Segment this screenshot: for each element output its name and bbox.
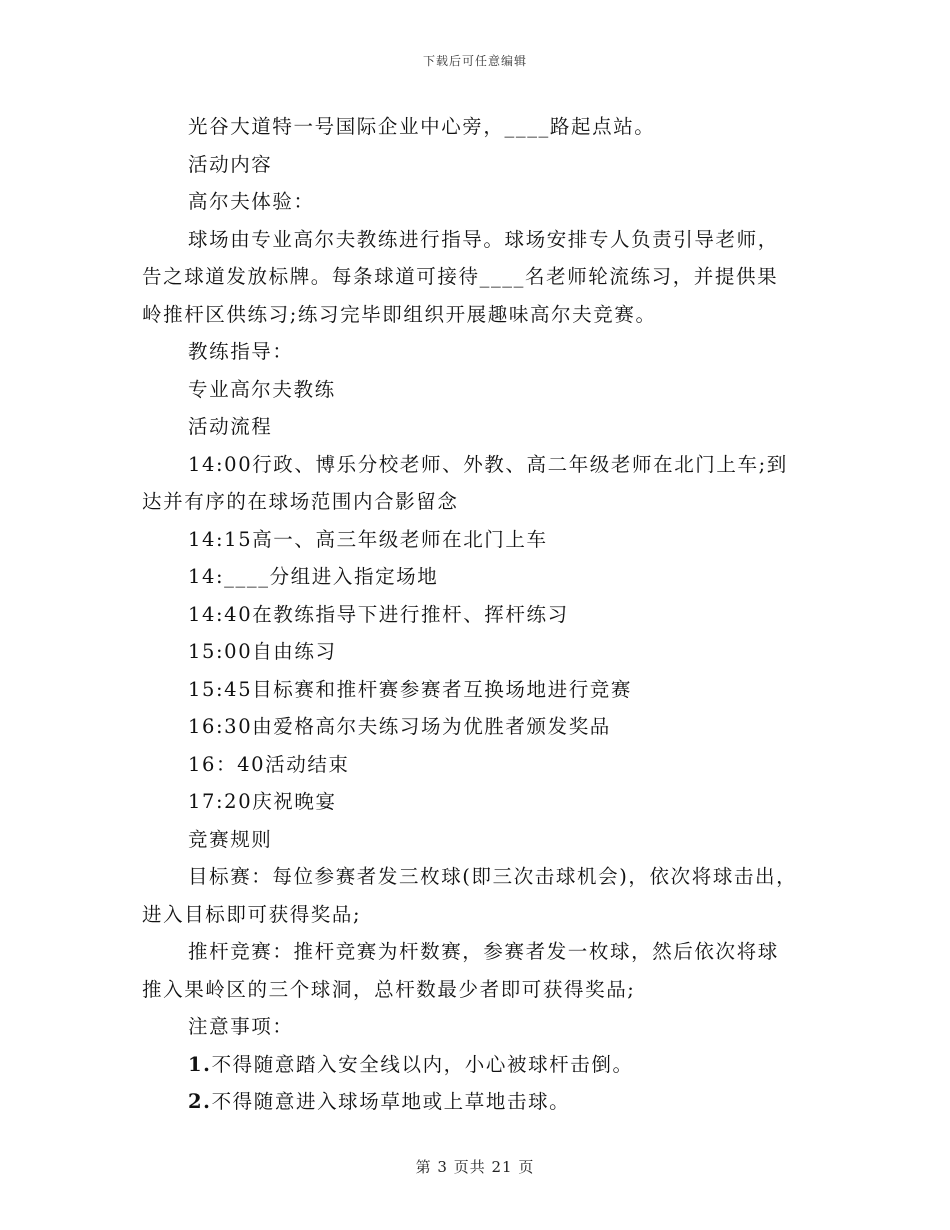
- paragraph-line: 达并有序的在球场范围内合影留念: [142, 490, 459, 513]
- list-item: [142, 1046, 810, 1084]
- paragraph-line: 15:00自由练习: [188, 640, 337, 663]
- list-item-number: 1.: [188, 1052, 212, 1076]
- document-body: [142, 108, 810, 1121]
- paragraph-line: 岭推杆区供练习;练习完毕即组织开展趣味高尔夫竞赛。: [142, 302, 657, 326]
- paragraph-line: 活动流程: [188, 415, 273, 438]
- paragraph-line: 推入果岭区的三个球洞，总杆数最少者即可获得奖品;: [142, 977, 636, 1001]
- paragraph-line: 活动内容: [188, 152, 273, 176]
- paragraph-line: 专业高尔夫教练: [188, 377, 336, 401]
- paragraph-line: 竞赛规则: [188, 827, 273, 851]
- paragraph-line: 高尔夫体验：: [188, 190, 315, 213]
- paragraph-line: 进入目标即可获得奖品;: [142, 902, 362, 926]
- paragraph-line: 光谷大道特一号国际企业中心旁，____路起点站。: [188, 115, 656, 138]
- paragraph-line: 球场由专业高尔夫教练进行指导。球场安排专人负责引导老师，: [188, 227, 779, 251]
- paragraph-line: 14:40在教练指导下进行推杆、挥杆练习: [188, 602, 569, 626]
- paragraph-line: 14:____分组进入指定场地: [188, 565, 439, 588]
- paragraph-line: 注意事项：: [188, 1015, 294, 1038]
- list-item: [142, 1083, 810, 1121]
- paragraph-line: 推杆竞赛：推杆竞赛为杆数赛，参赛者发一枚球，然后依次将球: [188, 940, 779, 963]
- paragraph-line: 目标赛：每位参赛者发三枚球(即三次击球机会)，依次将球击出，: [188, 865, 798, 888]
- paragraph-line: 17:20庆祝晚宴: [188, 790, 337, 813]
- paragraph-line: 告之球道发放标牌。每条球道可接待____名老师轮流练习，并提供果: [142, 265, 779, 288]
- paragraph-line: 16：40活动结束: [188, 752, 350, 776]
- paragraph-line: 14:00行政、博乐分校老师、外教、高二年级老师在北门上车;到: [188, 452, 788, 476]
- list-item-text: 不得随意进入球场草地或上草地击球。: [211, 1090, 571, 1113]
- paragraph-line: 14:15高一、高三年级老师在北门上车: [188, 527, 548, 551]
- page-header: 下载后可任意编辑: [422, 54, 527, 68]
- paragraph-line: 教练指导：: [188, 340, 294, 363]
- paragraph-line: 16:30由爱格高尔夫练习场为优胜者颁发奖品: [188, 715, 611, 738]
- page-footer: 第 3 页共 21 页: [415, 1158, 535, 1176]
- paragraph-line: 15:45目标赛和推杆赛参赛者互换场地进行竞赛: [188, 677, 632, 701]
- list-item-number: 2.: [188, 1090, 212, 1113]
- list-item-text: 不得随意踏入安全线以内，小心被球杆击倒。: [211, 1052, 634, 1076]
